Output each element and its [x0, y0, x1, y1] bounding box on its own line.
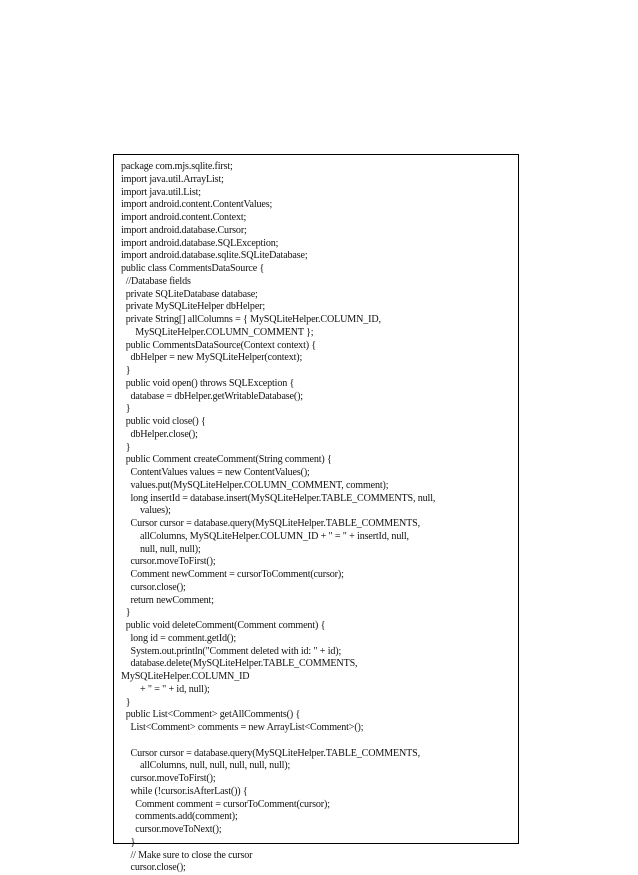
code-line: long insertId = database.insert(MySQLiteHelper.TABLE_COMMENTS, null, [121, 492, 436, 504]
code-line: cursor.moveToNext(); [121, 824, 222, 835]
code-line: import android.database.Cursor; [121, 224, 247, 236]
code-line: } [121, 403, 131, 415]
code-line: long id = comment.getId(); [121, 632, 237, 644]
code-listing [121, 161, 516, 875]
code-line: // Make sure to close the cursor [121, 849, 253, 861]
code-line: null, null, null); [121, 543, 201, 555]
code-line: private MySQLiteHelper dbHelper; [121, 301, 266, 313]
code-line: cursor.close(); [121, 862, 186, 874]
code-line: } [121, 696, 131, 708]
code-line: private String[] allColumns = { MySQLiteHelper.COLUMN_ID, [121, 314, 381, 325]
code-line: cursor.moveToFirst(); [121, 556, 216, 568]
code-line: public void deleteComment(Comment comment) { [121, 620, 326, 631]
code-line: public void open() throws SQLException { [121, 377, 295, 389]
code-line: //Database fields [121, 275, 191, 287]
code-line: database.delete(MySQLiteHelper.TABLE_COMMENTS, [121, 658, 358, 670]
code-line: database = dbHelper.getWritableDatabase(); [121, 390, 303, 402]
code-line: } [121, 836, 136, 848]
code-line: import android.database.SQLException; [121, 237, 279, 249]
code-line: import android.content.Context; [121, 212, 247, 223]
code-line: Cursor cursor = database.query(MySQLiteHelper.TABLE_COMMENTS, [121, 518, 421, 529]
code-line: allColumns, MySQLiteHelper.COLUMN_ID + " = " + insertId, null, [121, 530, 409, 542]
code-line: values); [121, 505, 171, 517]
code-line: public List<Comment> getAllComments() { [121, 709, 301, 721]
code-listing-box [113, 154, 519, 874]
code-line: cursor.moveToFirst(); [121, 773, 216, 784]
code-line: comments.add(comment); [121, 811, 238, 823]
code-line: Comment comment = cursorToComment(cursor); [121, 798, 330, 810]
code-line: return newComment; [121, 594, 214, 606]
code-line: allColumns, null, null, null, null, null); [121, 760, 291, 772]
code-line: import android.database.sqlite.SQLiteDatabase; [121, 250, 308, 262]
code-line: } [121, 365, 131, 376]
code-line: System.out.println("Comment deleted with id: " + id); [121, 645, 342, 657]
code-line: } [121, 441, 131, 453]
code-line: MySQLiteHelper.COLUMN_ID [121, 671, 250, 682]
code-line [121, 735, 516, 748]
code-line: cursor.close(); [121, 581, 186, 593]
code-line: import android.content.ContentValues; [121, 199, 273, 211]
code-line: public CommentsDataSource(Context context) { [121, 339, 317, 351]
code-line: import java.util.List; [121, 186, 201, 198]
code-line: import java.util.ArrayList; [121, 173, 224, 185]
code-line: } [121, 607, 131, 619]
code-line: public Comment createComment(String comment) { [121, 454, 332, 466]
code-line: package com.mjs.sqlite.first; [121, 161, 233, 172]
code-line: ContentValues values = new ContentValues(); [121, 467, 310, 478]
code-line: dbHelper = new MySQLiteHelper(context); [121, 352, 303, 364]
code-line: while (!cursor.isAfterLast()) { [121, 785, 248, 797]
code-line: dbHelper.close(); [121, 428, 198, 440]
code-line: Cursor cursor = database.query(MySQLiteHelper.TABLE_COMMENTS, [121, 747, 421, 759]
code-line: public void close() { [121, 416, 206, 427]
code-line: private SQLiteDatabase database; [121, 288, 258, 300]
code-line: values.put(MySQLiteHelper.COLUMN_COMMENT, comment); [121, 479, 389, 491]
code-line: MySQLiteHelper.COLUMN_COMMENT }; [121, 326, 314, 338]
code-line: Comment newComment = cursorToComment(cursor); [121, 569, 344, 580]
code-line: List<Comment> comments = new ArrayList<Comment>(); [121, 722, 364, 733]
code-line: public class CommentsDataSource { [121, 263, 265, 274]
code-line: + " = " + id, null); [121, 683, 210, 695]
